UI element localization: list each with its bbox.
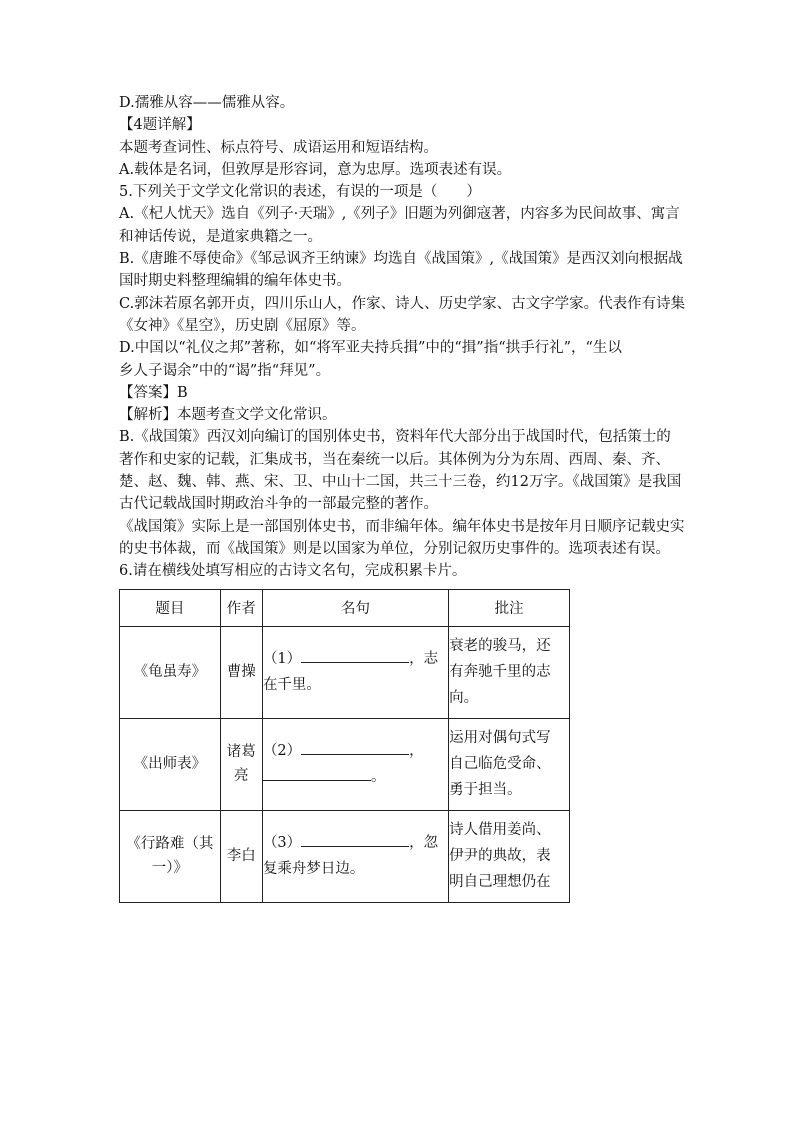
table-header-row	[120, 589, 570, 626]
line-text: ，忽	[409, 835, 439, 852]
note-line: 向。	[449, 690, 479, 707]
note-line: 有奔驰千里的志	[449, 664, 551, 681]
fill-blank[interactable]	[301, 646, 409, 663]
option-line: A.《杞人忧天》选自《列子·天瑞》,《列子》旧题为列御寇著，内容多为民间故事、寓言	[119, 206, 680, 223]
note-line: 伊尹的典故，表	[449, 848, 551, 865]
author-line: 亮	[234, 768, 249, 785]
title-line: 《行路难（其	[126, 836, 214, 853]
question-stem: 5.下列关于文学文化常识的表述，有误的一项是（ ）	[119, 184, 481, 201]
note-line: 勇于担当。	[449, 782, 522, 799]
cell-author: 曹操	[220, 626, 262, 718]
cell-note	[449, 626, 570, 718]
paragraph-line: 《战国策》实际上是一部国别体史书，而非编年体。编年体史书是按年月日顺序记载史实	[119, 518, 685, 535]
title-line: 一）》	[151, 860, 188, 877]
paragraph-line: A.载体是名词，但敦厚是形容词，意为忠厚。选项表述有误。	[119, 161, 512, 178]
cell-title: 《龟虽寿》	[120, 626, 221, 718]
paragraph-line: 楚、赵、魏、韩、燕、宋、卫、中山十二国，共三十三卷，约12万字。《战国策》是我国	[119, 474, 682, 491]
blank-number: （3）	[262, 835, 302, 852]
option-line: 《女神》《星空》，历史剧《屈原》等。	[119, 317, 366, 334]
option-line: 乡人子谒余”中的“谒”指“拜见”。	[119, 362, 331, 379]
line-text: ，志	[409, 651, 439, 668]
blank-number: （2）	[262, 743, 302, 760]
note-line: 运用对偶句式写	[449, 730, 551, 747]
note-line: 自己临危受命、	[449, 756, 551, 773]
analysis-heading: 【解析】本题考查文学文化常识。	[119, 407, 337, 424]
cell-note	[449, 810, 570, 902]
option-line: D.中国以“礼仪之邦”著称，如“将军亚夫持兵揖”中的“揖”指“拱手行礼”，“生以	[119, 340, 622, 357]
question-stem: 6.请在横线处填写相应的古诗文名句，完成积累卡片。	[119, 563, 467, 580]
paragraph-line: 本题考查词性、标点符号、成语运用和短语结构。	[119, 139, 438, 156]
answer-line: 【答案】B	[119, 384, 188, 401]
line-text: 复乘舟梦日边。	[262, 861, 365, 878]
note-line: 诗人借用姜尚、	[449, 822, 551, 839]
paragraph-line: 古代记载战国时期政治斗争的一部最完整的著作。	[119, 496, 438, 513]
line-text: ，	[409, 743, 424, 760]
option-line: 国时期史料整理编辑的编年体史书。	[119, 273, 351, 290]
document-body	[119, 92, 686, 903]
paragraph-line: 的史书体裁，而《战国策》则是以国家为单位，分别记叙历史事件的。选项表述有误。	[119, 540, 670, 557]
blank-number: （1）	[262, 651, 302, 668]
option-line: C.郭沫若原名郭开贞，四川乐山人，作家、诗人、历史学家、古文字学家。代表作有诗集	[119, 295, 686, 312]
section-heading: 【4题详解】	[119, 117, 201, 134]
fill-blank[interactable]	[301, 830, 409, 847]
accumulation-card-table	[119, 589, 570, 903]
option-line: 和神话传说，是道家典籍之一。	[119, 228, 322, 245]
author-line: 诸葛	[226, 744, 256, 761]
line-text: 。	[370, 769, 386, 786]
fill-blank[interactable]	[263, 764, 371, 781]
cell-title	[120, 810, 221, 902]
header-line: 名句	[262, 589, 448, 626]
paragraph-line: 著作和史家的记载，汇集成书，当在秦统一以后。其体例为分为东周、西周、秦、齐、	[119, 451, 670, 468]
paragraph-line: D.孺雅从容——儒雅从容。	[119, 95, 295, 111]
cell-line	[262, 718, 448, 810]
note-line: 衰老的骏马，还	[449, 638, 551, 655]
cell-line	[262, 626, 448, 718]
fill-blank[interactable]	[301, 738, 409, 755]
cell-author	[220, 718, 262, 810]
cell-title: 《出师表》	[120, 718, 221, 810]
option-line: B.《唐雎不辱使命》《邹忌讽齐王纳谏》均选自《战国策》,《战国策》是西汉刘向根据战	[119, 251, 683, 268]
line-text: 在千里。	[262, 677, 321, 694]
header-title: 题目	[120, 589, 221, 626]
cell-author: 李白	[220, 810, 262, 902]
cell-note	[449, 718, 570, 810]
header-author: 作者	[220, 589, 262, 626]
header-note: 批注	[449, 589, 570, 626]
paragraph-line: B.《战国策》西汉刘向编订的国别体史书，资料年代大部分出于战国时代，包括策士的	[119, 429, 671, 446]
table-row	[120, 718, 570, 810]
table-row	[120, 810, 570, 902]
table-row	[120, 626, 570, 718]
cell-line	[262, 810, 448, 902]
note-line: 明自己理想仍在	[449, 874, 551, 891]
